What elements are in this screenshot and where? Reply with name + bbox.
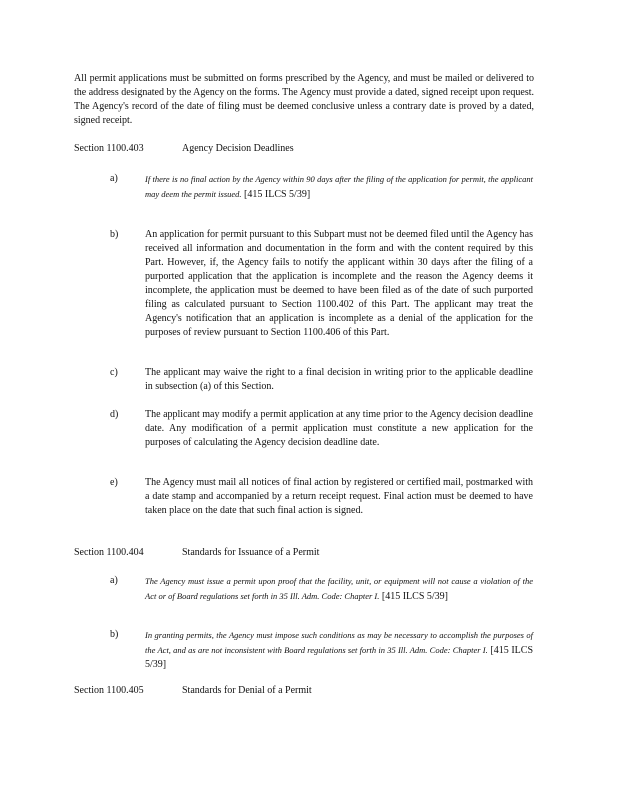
section-heading-404: [74, 546, 319, 560]
citation: [415 ILCS 5/39]: [145, 645, 534, 670]
section-heading-403: [74, 142, 294, 156]
item-label: b): [110, 629, 119, 640]
item-label: e): [110, 477, 118, 488]
intro-paragraph: All permit applications must be submitted on forms prescribed by the Agency, and must be mailed or delivered to the address designated by the Agency on the forms. The Agency must provide a dated, signed receipt upon request. The Agency's record of the date of filing must be deemed conclusive unless a contrary date is proved by a dated, signed receipt.: [74, 73, 534, 126]
item-text: [145, 628, 533, 672]
section-title: Standards for Denial of a Permit: [182, 685, 312, 696]
item-label: a): [110, 173, 118, 184]
item-text: The Agency must mail all notices of final action by registered or certified mail, postmarked with a date stamp and accompanied by a return receipt request. Final action must be deemed to have taken place on the date that such final action is signed.: [145, 477, 533, 516]
item-text: The applicant may waive the right to a final decision in writing prior to the applicable deadline in subsection (a) of this Section.: [145, 367, 533, 392]
item-text: [145, 574, 533, 604]
section-heading-405: [74, 684, 312, 698]
section-title: Agency Decision Deadlines: [182, 143, 294, 154]
section-number: Section 1100.404: [74, 547, 144, 558]
citation: [415 ILCS 5/39]: [244, 189, 311, 200]
item-label: c): [110, 367, 118, 378]
italic-statute-text: If there is no final action by the Agency within 90 days after the filing of the application for permit, the applicant may deem the permit issued.: [145, 174, 533, 199]
item-label: b): [110, 229, 119, 240]
section-number: Section 1100.403: [74, 143, 144, 154]
item-label: a): [110, 575, 118, 586]
section-number: Section 1100.405: [74, 685, 144, 696]
item-text: The applicant may modify a permit application at any time prior to the Agency decision deadline date. Any modification of a permit application must constitute a new application for the purposes of calculating the Agency decision deadline date.: [145, 409, 533, 448]
item-text: [145, 172, 533, 202]
item-label: d): [110, 409, 119, 420]
italic-statute-text: The Agency must issue a permit upon proof that the facility, unit, or equipment will not cause a violation of the Act or of Board regulations set forth in 35 Ill. Adm. Code: Chapter I.: [145, 576, 533, 601]
italic-statute-text: In granting permits, the Agency must impose such conditions as may be necessary to accomplish the purposes of the Act, and as are not inconsistent with Board regulations set forth in 35 Ill. Adm. Code: Chapter I.: [145, 630, 533, 655]
item-text: An application for permit pursuant to this Subpart must not be deemed filed until the Agency has received all information and documentation in the form and with the content required by this Part. However, if, the Agency fails to notify the applicant within 30 days after the filing of a purported application that the application is incomplete and the reason the Agency deems it incomplete, the application must be deemed to have been filed as of the date of such purported filing as calculated pursuant to Section 1100.402 of this Part. The applicant may treat the Agency's notification that an application is incomplete as a denial of the application for the purposes of review pursuant to Section 1100.406 of this Part.: [145, 229, 533, 338]
citation: [415 ILCS 5/39]: [381, 591, 448, 602]
section-title: Standards for Issuance of a Permit: [182, 547, 320, 558]
